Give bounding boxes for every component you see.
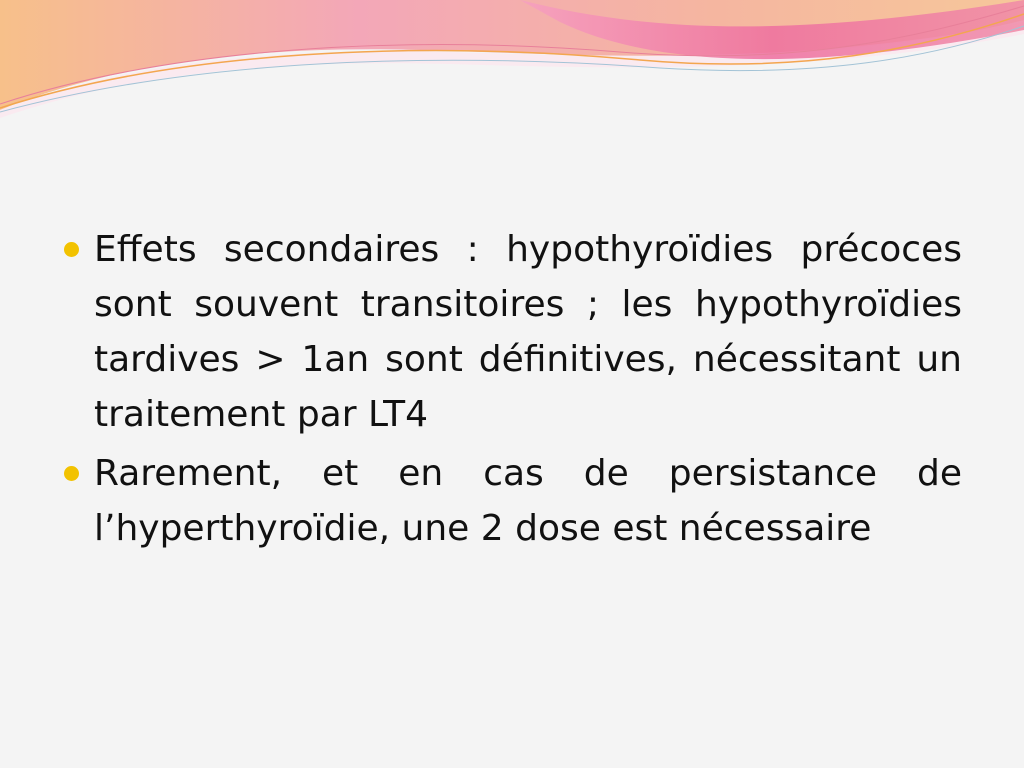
bullet-text: Effets secondaires : hypothyroïdies précoces sont souvent transitoires ; les hypothyroïdies tardives > 1an sont définitives, nécessitant un traitement par LT4 [94, 229, 962, 435]
bullet-dot-icon [64, 466, 79, 481]
bullet-item [62, 446, 962, 556]
bullet-text: Rarement, et en cas de persistance de l’hyperthyroïdie, une 2 dose est nécessaire [94, 453, 962, 549]
bullet-dot-icon [64, 242, 79, 257]
bullet-item [62, 222, 962, 442]
decorative-top-banner [0, 0, 1024, 120]
bullet-list [62, 222, 962, 560]
